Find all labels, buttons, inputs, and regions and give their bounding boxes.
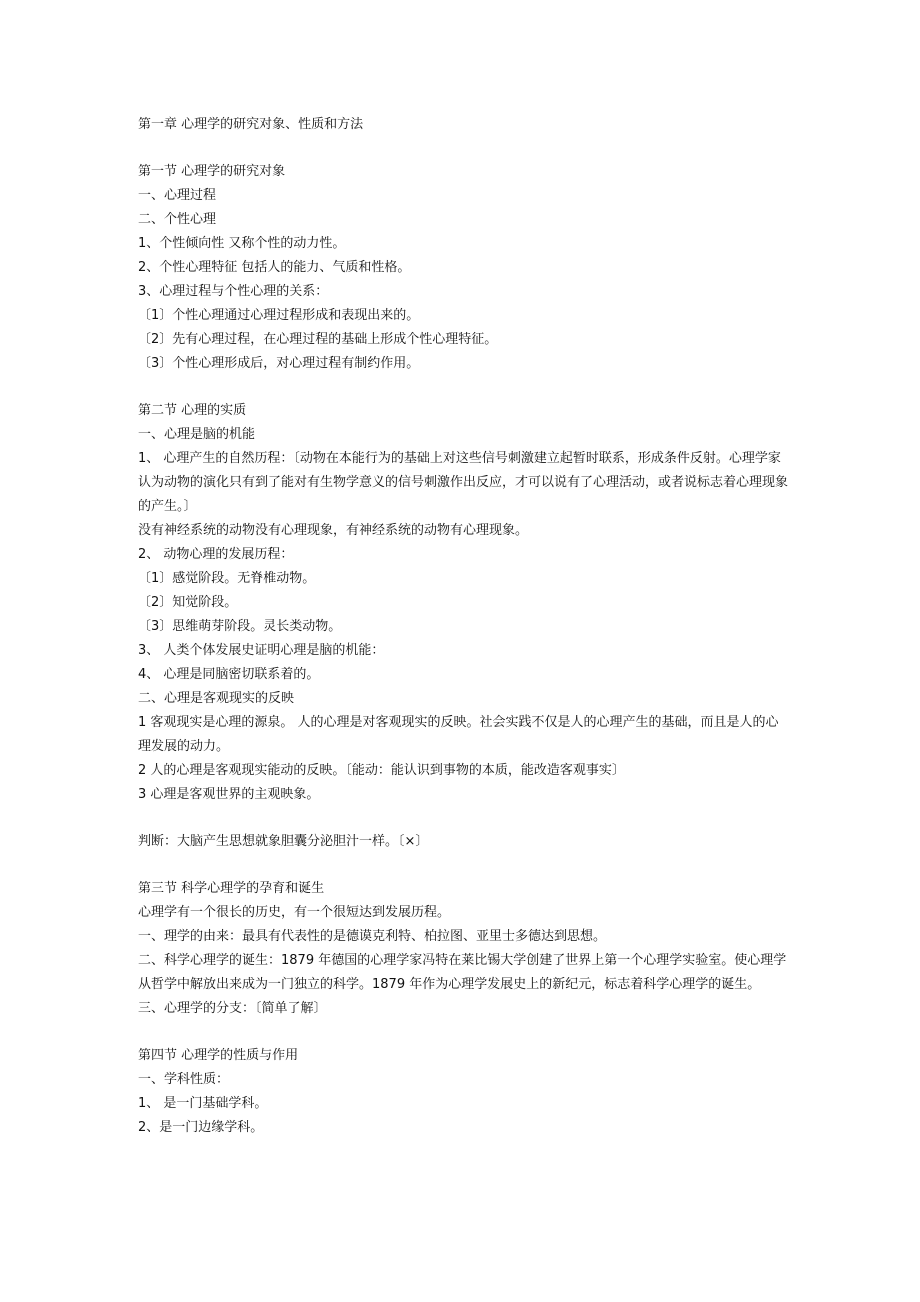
text-line: 第一章 心理学的研究对象、性质和方法 bbox=[138, 117, 364, 132]
text-line: 第三节 科学心理学的孕育和诞生 bbox=[138, 881, 325, 896]
text-line: 一、心理是脑的机能 bbox=[138, 427, 256, 442]
text-line: 〔3〕思维萌芽阶段。灵长类动物。 bbox=[138, 619, 342, 634]
text-line: 〔1〕个性心理通过心理过程形成和表现出来的。 bbox=[138, 308, 420, 323]
text-line: 二、心理是客观现实的反映 bbox=[138, 691, 295, 706]
text-line: 三、心理学的分支：〔简单了解〕 bbox=[138, 1001, 327, 1016]
text-line: 二、科学心理学的诞生：1879 年德国的心理学家冯特在莱比锡大学创建了世界上第一个心理学实验室。使心理学从哲学中解放出来成为一门独立的科学。1879 年作为心理学发展史上的新纪元，标志着科学心理学的诞生。 bbox=[138, 953, 787, 992]
text-line: 3、 人类个体发展史证明心理是脑的机能： bbox=[138, 643, 385, 658]
text-line: 2、个性心理特征 包括人的能力、气质和性格。 bbox=[138, 260, 411, 275]
text-line: 第四节 心理学的性质与作用 bbox=[138, 1048, 299, 1063]
blank-line bbox=[138, 1021, 788, 1044]
text-line: 2 人的心理是客观现实能动的反映。〔能动：能认识到事物的本质，能改造客观事实〕 bbox=[138, 763, 625, 778]
text-line: 〔2〕先有心理过程，在心理过程的基础上形成个性心理特征。 bbox=[138, 332, 498, 347]
text-line: 2、 动物心理的发展历程： bbox=[138, 547, 294, 562]
text-line: 2、是一门边缘学科。 bbox=[138, 1120, 264, 1135]
text-line: 判断：大脑产生思想就象胆囊分泌胆汁一样。〔×〕 bbox=[138, 834, 429, 849]
text-line: 心理学有一个很长的历史，有一个很短达到发展历程。 bbox=[138, 905, 451, 920]
text-line: 〔3〕个性心理形成后，对心理过程有制约作用。 bbox=[138, 356, 420, 371]
text-line: 4、 心理是同脑密切联系着的。 bbox=[138, 667, 320, 682]
blank-line bbox=[138, 376, 788, 399]
text-line: 3 心理是客观世界的主观映象。 bbox=[138, 787, 320, 802]
text-line: 第一节 心理学的研究对象 bbox=[138, 164, 286, 179]
text-line: 3、心理过程与个性心理的关系： bbox=[138, 284, 329, 299]
text-line: 一、心理过程 bbox=[138, 188, 217, 203]
text-line: 第二节 心理的实质 bbox=[138, 403, 247, 418]
text-line: 〔1〕感觉阶段。无脊椎动物。 bbox=[138, 571, 316, 586]
blank-line bbox=[138, 807, 788, 830]
text-line: 二、个性心理 bbox=[138, 212, 217, 227]
blank-line bbox=[138, 137, 788, 160]
text-line: 一、理学的由来：最具有代表性的是德谟克利特、柏拉图、亚里士多德达到思想。 bbox=[138, 929, 607, 944]
text-line: 1、 是一门基础学科。 bbox=[138, 1096, 268, 1111]
text-line: 一、学科性质： bbox=[138, 1072, 230, 1087]
text-line: 1、 心理产生的自然历程：〔动物在本能行为的基础上对这些信号刺激建立起暂时联系，形成条件反射。心理学家认为动物的演化只有到了能对有生物学意义的信号刺激作出反应，才可以说有了心理活动，或者说标志着心理现象的产生。〕 bbox=[138, 451, 789, 514]
blank-line bbox=[138, 854, 788, 877]
document-body bbox=[138, 113, 788, 1140]
text-line: 〔2〕知觉阶段。 bbox=[138, 595, 238, 610]
text-line: 1 客观现实是心理的源泉。 人的心理是对客观现实的反映。社会实践不仅是人的心理产生的基础，而且是人的心理发展的动力。 bbox=[138, 715, 779, 754]
text-line: 没有神经系统的动物没有心理现象，有神经系统的动物有心理现象。 bbox=[138, 523, 529, 538]
text-line: 1、个性倾向性 又称个性的动力性。 bbox=[138, 236, 346, 251]
